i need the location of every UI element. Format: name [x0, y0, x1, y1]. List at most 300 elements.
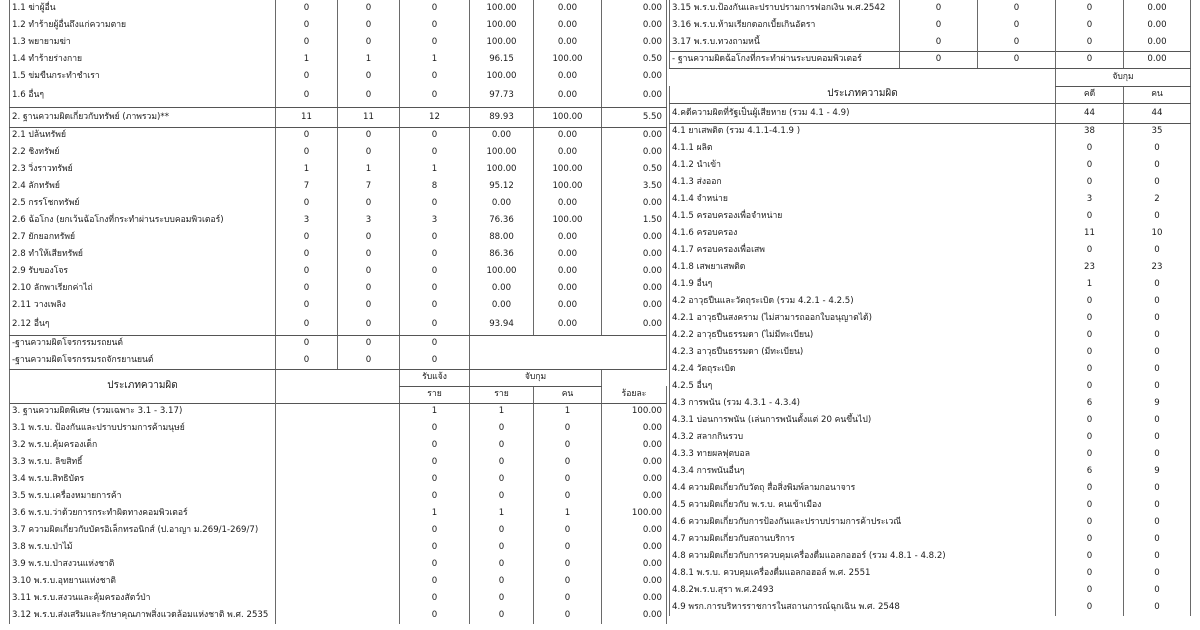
- row-label: 4.8.1 พ.ร.บ. ควบคุมเครื่องดื่มแอลกอฮอล์ พ.ศ. 2551: [670, 565, 1056, 582]
- table-row: [670, 0, 1191, 17]
- cell-value: 0: [400, 437, 470, 454]
- row-label: 3.8 พ.ร.บ.ป่าไม้: [10, 539, 276, 556]
- cell-value: 0.00: [602, 539, 667, 556]
- table-row: [670, 51, 1191, 68]
- cell-value: 0.00: [602, 420, 667, 437]
- table-row: [670, 463, 1191, 480]
- table-row: [10, 314, 667, 335]
- table-row: [670, 225, 1191, 242]
- table-row: [10, 590, 667, 607]
- table-row: [10, 0, 667, 17]
- cell-value: 0: [1124, 531, 1191, 548]
- row-label: 4.3.4 การพนันอื่นๆ: [670, 463, 1056, 480]
- cell-value: 0: [1124, 582, 1191, 599]
- row-label: 2.10 ลักพาเรียกค่าไถ่: [10, 280, 276, 297]
- cell-value: 0.00: [602, 314, 667, 335]
- cell-value: 0: [400, 335, 470, 352]
- row-label: 3.1 พ.ร.บ. ป้องกันและปราบปรามการค้ามนุษย์: [10, 420, 276, 437]
- cell-value: 7: [276, 178, 338, 195]
- blank-cell: [276, 590, 338, 607]
- cell-value: 0: [1124, 514, 1191, 531]
- table-row: [670, 259, 1191, 276]
- cell-value: 93.94: [470, 314, 534, 335]
- cell-value: 0: [1056, 140, 1124, 157]
- table-row: [10, 403, 667, 420]
- row-label: 4.5 ความผิดเกี่ยวกับ พ.ร.บ. คนเข้าเมือง: [670, 497, 1056, 514]
- cell-value: 0.00: [602, 471, 667, 488]
- cell-value: 86.36: [470, 246, 534, 263]
- cell-value: 0.00: [470, 195, 534, 212]
- cell-value: 1: [276, 161, 338, 178]
- table-row: [10, 195, 667, 212]
- blank-cell: [276, 522, 338, 539]
- cell-value: 0: [400, 17, 470, 34]
- blank-cell: [338, 403, 400, 420]
- cell-value: 88.00: [470, 229, 534, 246]
- row-label: 1.2 ทำร้ายผู้อื่นถึงแก่ความตาย: [10, 17, 276, 34]
- row-label: 4.1.6 ครอบครอง: [670, 225, 1056, 242]
- cell-value: 0: [1056, 0, 1124, 17]
- cell-value: 0: [1124, 310, 1191, 327]
- table-row: [670, 157, 1191, 174]
- cell-value: 35: [1124, 123, 1191, 140]
- row-label: 4.2.2 อาวุธปืนธรรมดา (ไม่มีทะเบียน): [670, 327, 1056, 344]
- cell-value: 0: [400, 539, 470, 556]
- cell-value: 0: [276, 335, 338, 352]
- cell-value: 1: [400, 505, 470, 522]
- cell-value: 0.00: [602, 590, 667, 607]
- table-row: [10, 178, 667, 195]
- cell-value: 0: [276, 85, 338, 107]
- cell-value: 0: [276, 34, 338, 51]
- cell-value: 0: [400, 195, 470, 212]
- table-row: [10, 51, 667, 68]
- cell-value: 0: [534, 420, 602, 437]
- cell-value: 0: [276, 68, 338, 85]
- row-label: 2.8 ทำให้เสียทรัพย์: [10, 246, 276, 263]
- table-row: [670, 582, 1191, 599]
- cell-value: 1: [338, 161, 400, 178]
- row-label: 4.1.4 จำหน่าย: [670, 191, 1056, 208]
- cell-value: 1: [400, 403, 470, 420]
- table-row: [10, 229, 667, 246]
- row-label: 4.3.2 สลากกินรวบ: [670, 429, 1056, 446]
- left-header-arrested: จับกุม: [470, 369, 602, 386]
- cell-value: 0: [1124, 599, 1191, 616]
- cell-value: 0: [534, 556, 602, 573]
- cell-value: 0: [534, 607, 602, 624]
- blank-cell: [276, 437, 338, 454]
- cell-value: 1: [534, 505, 602, 522]
- cell-value: 0: [1056, 208, 1124, 225]
- cell-value: 100.00: [470, 68, 534, 85]
- cell-value: 0: [470, 420, 534, 437]
- cell-value: 1: [1056, 276, 1124, 293]
- table-row: [10, 263, 667, 280]
- row-label: 3.11 พ.ร.บ.สงวนและคุ้มครองสัตว์ป่า: [10, 590, 276, 607]
- blank-cell: [338, 437, 400, 454]
- row-label: 2.11 วางเพลิง: [10, 297, 276, 314]
- cell-value: 100.00: [470, 263, 534, 280]
- row-label: 4.2 อาวุธปืนและวัตถุระเบิด (รวม 4.2.1 - 4.2.5): [670, 293, 1056, 310]
- right-header-arrested: จับกุม: [1056, 68, 1191, 86]
- cell-value: 0: [338, 195, 400, 212]
- cell-value: 6: [1056, 463, 1124, 480]
- blank-cell: [276, 471, 338, 488]
- table-row: [10, 352, 667, 369]
- blank-cell: [338, 590, 400, 607]
- cell-value: 0: [534, 454, 602, 471]
- cell-value: 0: [1056, 599, 1124, 616]
- blank-cell: [276, 539, 338, 556]
- cell-value: 7: [338, 178, 400, 195]
- cell-value: 0.00: [602, 34, 667, 51]
- table-row: [670, 361, 1191, 378]
- table-row: [10, 335, 667, 352]
- cell-value: 0: [400, 263, 470, 280]
- table-row: [670, 327, 1191, 344]
- cell-value: 0: [978, 51, 1056, 68]
- table-row: [670, 548, 1191, 565]
- cell-value: 0.00: [602, 144, 667, 161]
- table-row: [10, 488, 667, 505]
- cell-value: 100.00: [534, 51, 602, 68]
- cell-value: 0: [1056, 361, 1124, 378]
- cell-value: 3: [276, 212, 338, 229]
- cell-value: 0: [276, 17, 338, 34]
- cell-value: 100.00: [470, 34, 534, 51]
- table-row: [670, 293, 1191, 310]
- row-label: - ฐานความผิดฉ้อโกงที่กระทำผ่านระบบคอมพิวเตอร์: [670, 51, 900, 68]
- cell-value: 0: [400, 68, 470, 85]
- table-row: [670, 378, 1191, 395]
- cell-value: 0: [276, 144, 338, 161]
- cell-value: 0: [338, 127, 400, 144]
- table-row: [670, 344, 1191, 361]
- table-row: [670, 140, 1191, 157]
- cell-value: 3: [338, 212, 400, 229]
- row-label: 3.3 พ.ร.บ. ลิขสิทธิ์: [10, 454, 276, 471]
- cell-value: 11: [1056, 225, 1124, 242]
- cell-value: 0.00: [534, 195, 602, 212]
- blank-cell: [338, 573, 400, 590]
- row-label: 1.3 พยายามฆ่า: [10, 34, 276, 51]
- cell-value: 0.00: [602, 229, 667, 246]
- table-row: [10, 34, 667, 51]
- cell-value: 0.00: [602, 573, 667, 590]
- row-label: 4.4 ความผิดเกี่ยวกับวัตถุ สื่อสิ่งพิมพ์ลามกอนาจาร: [670, 480, 1056, 497]
- row-label: 4.1.3 ส่งออก: [670, 174, 1056, 191]
- row-label: 3.2 พ.ร.บ.คุ้มครองเด็ก: [10, 437, 276, 454]
- cell-value: 100.00: [470, 144, 534, 161]
- table-row: [670, 191, 1191, 208]
- cell-value: 0: [276, 352, 338, 369]
- cell-value: 1: [470, 403, 534, 420]
- table-row: [10, 297, 667, 314]
- cell-value: 0: [1124, 344, 1191, 361]
- cell-value: 0: [900, 17, 978, 34]
- cell-value: 0: [978, 34, 1056, 51]
- blank-cell: [470, 352, 667, 369]
- row-label: 4.2.4 วัตถุระเบิด: [670, 361, 1056, 378]
- cell-value: 0.00: [1124, 17, 1191, 34]
- cell-value: 0: [338, 68, 400, 85]
- table-row: [10, 420, 667, 437]
- blank-cell: [338, 522, 400, 539]
- blank-cell: [470, 335, 667, 352]
- row-label: 3.9 พ.ร.บ.ป่าสงวนแห่งชาติ: [10, 556, 276, 573]
- cell-value: 0.50: [602, 51, 667, 68]
- blank-cell: [338, 556, 400, 573]
- table-row: [10, 505, 667, 522]
- cell-value: 1: [400, 161, 470, 178]
- cell-value: 0: [1124, 276, 1191, 293]
- cell-value: 0.00: [534, 144, 602, 161]
- left-header-col-arr-cases: ราย: [470, 386, 534, 403]
- right-header-col-persons: คน: [1124, 86, 1191, 103]
- right-header-title: ประเภทความผิด: [670, 86, 1056, 103]
- cell-value: 0: [276, 280, 338, 297]
- cell-value: 0: [400, 607, 470, 624]
- table-row: [10, 144, 667, 161]
- row-label: 4.3.3 ทายผลฟุตบอล: [670, 446, 1056, 463]
- cell-value: 10: [1124, 225, 1191, 242]
- row-label: 4.8 ความผิดเกี่ยวกับการควบคุมเครื่องดื่มแอลกอฮอร์ (รวม 4.8.1 - 4.8.2): [670, 548, 1056, 565]
- cell-value: 0: [1056, 548, 1124, 565]
- cell-value: 2: [1124, 191, 1191, 208]
- cell-value: 0: [1056, 157, 1124, 174]
- table-row: [10, 437, 667, 454]
- cell-value: 0: [1056, 17, 1124, 34]
- cell-value: 0.00: [602, 263, 667, 280]
- cell-value: 0: [1056, 310, 1124, 327]
- cell-value: 0: [400, 471, 470, 488]
- row-label: -ฐานความผิดโจรกรรมรถจักรยานยนต์: [10, 352, 276, 369]
- cell-value: 97.73: [470, 85, 534, 107]
- table-row: [670, 514, 1191, 531]
- cell-value: 0: [400, 297, 470, 314]
- right-statistics-table: [669, 0, 1191, 616]
- table-row: [10, 573, 667, 590]
- table-row: [10, 85, 667, 107]
- table-row: [670, 429, 1191, 446]
- cell-value: 0.00: [470, 297, 534, 314]
- table-row: [10, 212, 667, 229]
- cell-value: 0: [400, 522, 470, 539]
- cell-value: 1: [470, 505, 534, 522]
- row-label: 2.6 ฉ้อโกง (ยกเว้นฉ้อโกงที่กระทำผ่านระบบคอมพิวเตอร์): [10, 212, 276, 229]
- cell-value: 0: [470, 488, 534, 505]
- cell-value: 100.00: [602, 505, 667, 522]
- left-header-received: รับแจ้ง: [400, 369, 470, 386]
- cell-value: 95.12: [470, 178, 534, 195]
- cell-value: 0.00: [534, 314, 602, 335]
- row-label: 3.12 พ.ร.บ.ส่งเสริมและรักษาคุณภาพสิ่งแวดล้อมแห่งชาติ พ.ศ. 2535: [10, 607, 276, 624]
- cell-value: 0: [400, 85, 470, 107]
- table-row: [10, 161, 667, 178]
- cell-value: 0: [338, 335, 400, 352]
- row-label: 3.6 พ.ร.บ.ว่าด้วยการกระทำผิดทางคอมพิวเตอร์: [10, 505, 276, 522]
- cell-value: 0.00: [534, 280, 602, 297]
- cell-value: 0: [276, 229, 338, 246]
- cell-value: 23: [1056, 259, 1124, 276]
- cell-value: 0.00: [1124, 0, 1191, 17]
- cell-value: 0: [900, 34, 978, 51]
- cell-value: 0: [338, 246, 400, 263]
- cell-value: 44: [1124, 103, 1191, 123]
- table-row: [670, 310, 1191, 327]
- table-row: [670, 242, 1191, 259]
- cell-value: 0: [1056, 412, 1124, 429]
- cell-value: 5.50: [602, 107, 667, 127]
- left-header-col-cases: ราย: [400, 386, 470, 403]
- cell-value: 0.00: [602, 85, 667, 107]
- cell-value: 0: [470, 437, 534, 454]
- cell-value: 0: [534, 539, 602, 556]
- table-row: [10, 522, 667, 539]
- cell-value: 0.00: [602, 488, 667, 505]
- cell-value: 100.00: [470, 0, 534, 17]
- cell-value: 89.93: [470, 107, 534, 127]
- cell-value: 8: [400, 178, 470, 195]
- table-row-group-header: [10, 107, 667, 127]
- cell-value: 0: [534, 590, 602, 607]
- cell-value: 0: [1124, 565, 1191, 582]
- cell-value: 0: [1124, 429, 1191, 446]
- row-label: 3.10 พ.ร.บ.อุทยานแห่งชาติ: [10, 573, 276, 590]
- cell-value: 0: [978, 17, 1056, 34]
- cell-value: 0.00: [1124, 51, 1191, 68]
- cell-value: 0: [1124, 140, 1191, 157]
- table-row: [10, 127, 667, 144]
- row-label: 4.คดีความผิดที่รัฐเป็นผู้เสียหาย (รวม 4.1 - 4.9): [670, 103, 1056, 123]
- cell-value: 44: [1056, 103, 1124, 123]
- row-label: 1.4 ทำร้ายร่างกาย: [10, 51, 276, 68]
- cell-value: 1: [400, 51, 470, 68]
- table-row: [10, 246, 667, 263]
- cell-value: 0: [1124, 412, 1191, 429]
- cell-value: 0: [276, 297, 338, 314]
- cell-value: 0: [400, 314, 470, 335]
- cell-value: 100.00: [470, 161, 534, 178]
- row-label: 3.15 พ.ร.บ.ป้องกันและปราบปรามการฟอกเงิน พ.ศ.2542: [670, 0, 900, 17]
- cell-value: 0: [276, 246, 338, 263]
- cell-value: 0: [338, 297, 400, 314]
- row-label: 3. ฐานความผิดพิเศษ (รวมเฉพาะ 3.1 - 3.17): [10, 403, 276, 420]
- table-row: [10, 471, 667, 488]
- table-row: [670, 174, 1191, 191]
- left-header-title: ประเภทความผิด: [10, 369, 276, 403]
- cell-value: 0: [534, 522, 602, 539]
- row-label: 4.3.1 บ่อนการพนัน (เล่นการพนันตั้งแต่ 20 คนขึ้นไป): [670, 412, 1056, 429]
- cell-value: 0: [276, 263, 338, 280]
- cell-value: 0.00: [534, 297, 602, 314]
- cell-value: 0.00: [534, 263, 602, 280]
- cell-value: 0: [1056, 582, 1124, 599]
- cell-value: 9: [1124, 395, 1191, 412]
- cell-value: 0: [534, 471, 602, 488]
- cell-value: 0: [400, 246, 470, 263]
- cell-value: 0: [1056, 531, 1124, 548]
- cell-value: 0.00: [534, 0, 602, 17]
- cell-value: 0: [1124, 242, 1191, 259]
- cell-value: 0: [338, 0, 400, 17]
- blank-cell: [276, 607, 338, 624]
- cell-value: 12: [400, 107, 470, 127]
- cell-value: 3: [400, 212, 470, 229]
- row-label: 4.1.1 ผลิต: [670, 140, 1056, 157]
- row-label: 2.12 อื่นๆ: [10, 314, 276, 335]
- cell-value: 0: [1124, 480, 1191, 497]
- row-label: 4.2.3 อาวุธปืนธรรมดา (มีทะเบียน): [670, 344, 1056, 361]
- cell-value: 0.00: [534, 34, 602, 51]
- table-row: [670, 103, 1191, 123]
- cell-value: 9: [1124, 463, 1191, 480]
- table-row: [10, 68, 667, 85]
- row-label: 4.2.5 อื่นๆ: [670, 378, 1056, 395]
- row-label: 1.5 ข่มขืนกระทำชำเรา: [10, 68, 276, 85]
- row-label: 2. ฐานความผิดเกี่ยวกับทรัพย์ (ภาพรวม)**: [10, 107, 276, 127]
- cell-value: 0: [338, 229, 400, 246]
- cell-value: 0: [470, 522, 534, 539]
- cell-value: 0.00: [534, 246, 602, 263]
- cell-value: 0: [1124, 446, 1191, 463]
- table-row: [670, 565, 1191, 582]
- cell-value: 0.00: [534, 229, 602, 246]
- cell-value: 0: [900, 51, 978, 68]
- cell-value: 0.00: [602, 556, 667, 573]
- cell-value: 0: [1056, 293, 1124, 310]
- cell-value: 0.00: [602, 297, 667, 314]
- cell-value: 0: [400, 590, 470, 607]
- blank-cell: [338, 488, 400, 505]
- cell-value: 1: [276, 51, 338, 68]
- table-row: [10, 607, 667, 624]
- cell-value: 0: [978, 0, 1056, 17]
- table-row: [670, 446, 1191, 463]
- table-row: [670, 34, 1191, 51]
- cell-value: 0.00: [470, 127, 534, 144]
- table-row: [670, 412, 1191, 429]
- cell-value: 1: [534, 403, 602, 420]
- cell-value: 0: [338, 314, 400, 335]
- row-label: 4.1 ยาเสพติด (รวม 4.1.1-4.1.9 ): [670, 123, 1056, 140]
- cell-value: 0: [400, 454, 470, 471]
- cell-value: 0: [470, 471, 534, 488]
- row-label: 2.4 ลักทรัพย์: [10, 178, 276, 195]
- table-row: [10, 556, 667, 573]
- cell-value: 96.15: [470, 51, 534, 68]
- cell-value: 0: [534, 488, 602, 505]
- left-header-col-persons: คน: [534, 386, 602, 403]
- table-row: [670, 123, 1191, 140]
- cell-value: 0: [400, 573, 470, 590]
- row-label: 3.17 พ.ร.บ.ทวงถามหนี้: [670, 34, 900, 51]
- table-row: [670, 480, 1191, 497]
- cell-value: 0.00: [1124, 34, 1191, 51]
- blank-cell: [276, 420, 338, 437]
- cell-value: 0: [1056, 34, 1124, 51]
- table-row: [670, 276, 1191, 293]
- cell-value: 0: [276, 314, 338, 335]
- row-label: 4.6 ความผิดเกี่ยวกับการป้องกันและปราบปรามการค้าประเวณี: [670, 514, 1056, 531]
- cell-value: 0: [338, 280, 400, 297]
- table-row: [10, 280, 667, 297]
- cell-value: 0: [338, 34, 400, 51]
- blank-cell: [338, 454, 400, 471]
- cell-value: 0.00: [602, 68, 667, 85]
- cell-value: 0: [470, 556, 534, 573]
